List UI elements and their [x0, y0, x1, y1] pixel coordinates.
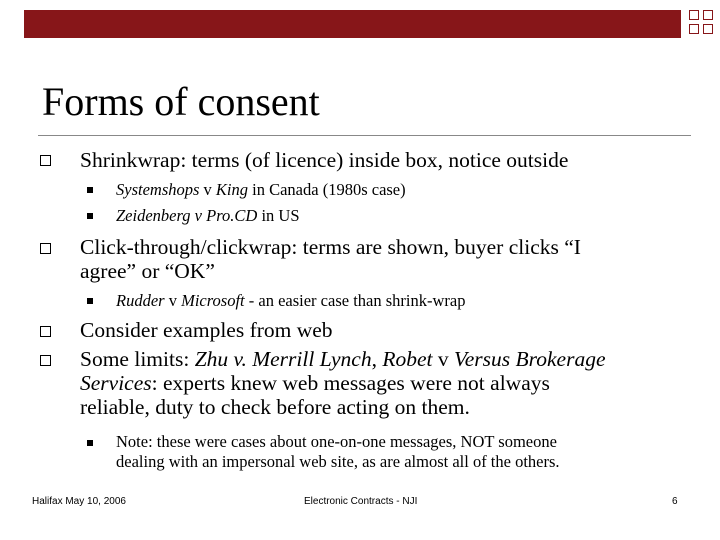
header-square — [689, 10, 699, 20]
separator: , — [371, 347, 383, 371]
bullet-text: terms are shown, buyer clicks “I — [297, 235, 581, 259]
case-name: Services — [80, 371, 152, 395]
case-name: King — [215, 180, 249, 199]
header-bar-line — [24, 35, 681, 38]
bullet-text: Consider examples from web — [80, 318, 333, 342]
subbullet-text: in US — [257, 206, 300, 225]
case-name: Rudder — [116, 291, 165, 310]
subbullet-rudder — [116, 291, 465, 311]
hollow-square-bullet-icon — [40, 155, 51, 166]
case-v: v — [199, 180, 216, 199]
case-name: Robet — [382, 347, 433, 371]
case-v: v — [432, 347, 455, 371]
slide-number: 6 — [672, 496, 678, 507]
case-name: Versus Brokerage — [454, 347, 606, 371]
bullet-text: reliable, duty to check before acting on them. — [80, 395, 470, 419]
case-name: Zeidenberg v Pro.CD — [116, 206, 258, 225]
subbullet-note — [116, 432, 560, 472]
header-bar — [24, 10, 681, 35]
case-name: Systemshops — [116, 180, 200, 199]
bullet-term: Shrinkwrap: — [80, 148, 187, 172]
title-divider — [38, 135, 691, 136]
subbullet-zeidenberg — [116, 206, 300, 226]
filled-square-bullet-icon — [87, 213, 93, 219]
footer-title: Electronic Contracts - NJI — [304, 496, 418, 507]
hollow-square-bullet-icon — [40, 243, 51, 254]
filled-square-bullet-icon — [87, 298, 93, 304]
hollow-square-bullet-icon — [40, 326, 51, 337]
bullet-clickwrap — [80, 235, 581, 283]
bullet-examples — [80, 318, 333, 342]
subbullet-text: - an easier case than shrink-wrap — [244, 291, 466, 310]
filled-square-bullet-icon — [87, 187, 93, 193]
bullet-term: Click-through/clickwrap: — [80, 235, 298, 259]
header-square — [689, 24, 699, 34]
hollow-square-bullet-icon — [40, 355, 51, 366]
filled-square-bullet-icon — [87, 440, 93, 446]
subbullet-text: Note: these were cases about one-on-one messages, NOT someone — [116, 432, 557, 451]
subbullet-text: in Canada (1980s case) — [248, 180, 406, 199]
bullet-text: terms (of licence) inside box, notice outside — [186, 148, 569, 172]
header-square — [703, 10, 713, 20]
subbullet-systemshops — [116, 180, 406, 200]
bullet-text: : experts knew web messages were not always — [151, 371, 550, 395]
case-v: v — [164, 291, 182, 310]
header-square — [703, 24, 713, 34]
slide-title: Forms of consent — [42, 79, 320, 124]
bullet-text: agree” or “OK” — [80, 259, 215, 283]
case-name: Microsoft — [181, 291, 245, 310]
bullet-shrinkwrap — [80, 148, 568, 172]
subbullet-text: dealing with an impersonal web site, as are almost all of the others. — [116, 452, 560, 471]
case-name: Zhu v. Merrill Lynch — [194, 347, 372, 371]
bullet-limits — [80, 347, 605, 419]
footer-date: Halifax May 10, 2006 — [32, 496, 126, 507]
bullet-term: Some limits: — [80, 347, 195, 371]
